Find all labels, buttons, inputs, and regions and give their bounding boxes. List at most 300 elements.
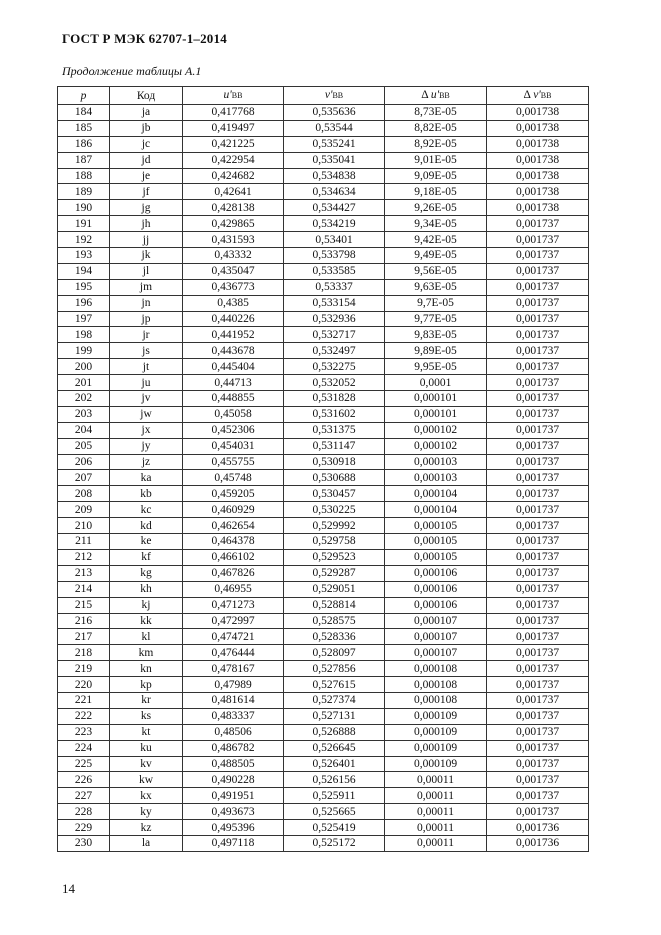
cell-delta-v-bb: 0,001737	[487, 216, 589, 232]
cell-code: kr	[110, 692, 183, 708]
cell-code: jk	[110, 248, 183, 264]
cell-p: 227	[58, 788, 110, 804]
cell-code: jm	[110, 279, 183, 295]
cell-delta-v-bb: 0,001738	[487, 136, 589, 152]
cell-u-bb: 0,490228	[183, 772, 284, 788]
cell-v-bb: 0,526156	[284, 772, 385, 788]
cell-p: 184	[58, 105, 110, 121]
cell-delta-v-bb: 0,001737	[487, 565, 589, 581]
cell-p: 189	[58, 184, 110, 200]
cell-v-bb: 0,533798	[284, 248, 385, 264]
cell-p: 204	[58, 422, 110, 438]
cell-delta-v-bb: 0,001738	[487, 105, 589, 121]
cell-v-bb: 0,525665	[284, 804, 385, 820]
cell-delta-u-bb: 0,000105	[385, 534, 487, 550]
cell-v-bb: 0,531147	[284, 438, 385, 454]
cell-delta-u-bb: 0,000109	[385, 756, 487, 772]
table-row	[58, 518, 589, 534]
cell-u-bb: 0,46955	[183, 581, 284, 597]
table-row	[58, 200, 589, 216]
cell-delta-u-bb: 0,00011	[385, 772, 487, 788]
cell-p: 186	[58, 136, 110, 152]
cell-u-bb: 0,478167	[183, 661, 284, 677]
cell-v-bb: 0,534838	[284, 168, 385, 184]
table-row	[58, 136, 589, 152]
cell-delta-v-bb: 0,001737	[487, 597, 589, 613]
cell-delta-u-bb: 0,000108	[385, 677, 487, 693]
cell-v-bb: 0,525419	[284, 820, 385, 836]
cell-v-bb: 0,532497	[284, 343, 385, 359]
cell-delta-v-bb: 0,001737	[487, 740, 589, 756]
cell-delta-v-bb: 0,001737	[487, 375, 589, 391]
cell-v-bb: 0,534634	[284, 184, 385, 200]
cell-code: jc	[110, 136, 183, 152]
cell-u-bb: 0,481614	[183, 692, 284, 708]
cell-p: 207	[58, 470, 110, 486]
cell-delta-u-bb: 0,000106	[385, 597, 487, 613]
column-header-delta-v-bb: Δ v'BB	[487, 87, 589, 105]
cell-p: 225	[58, 756, 110, 772]
cell-v-bb: 0,529992	[284, 518, 385, 534]
cell-code: js	[110, 343, 183, 359]
cell-delta-u-bb: 9,01E-05	[385, 152, 487, 168]
table-row	[58, 740, 589, 756]
cell-delta-v-bb: 0,001738	[487, 168, 589, 184]
cell-p: 187	[58, 152, 110, 168]
cell-delta-u-bb: 0,000104	[385, 502, 487, 518]
cell-p: 198	[58, 327, 110, 343]
table-row	[58, 105, 589, 121]
cell-u-bb: 0,476444	[183, 645, 284, 661]
cell-p: 200	[58, 359, 110, 375]
table-row	[58, 343, 589, 359]
cell-v-bb: 0,533585	[284, 263, 385, 279]
cell-u-bb: 0,47989	[183, 677, 284, 693]
cell-code: jn	[110, 295, 183, 311]
cell-delta-v-bb: 0,001737	[487, 613, 589, 629]
cell-code: jz	[110, 454, 183, 470]
cell-u-bb: 0,460929	[183, 502, 284, 518]
cell-delta-v-bb: 0,001737	[487, 470, 589, 486]
cell-delta-u-bb: 9,63E-05	[385, 279, 487, 295]
cell-v-bb: 0,53544	[284, 120, 385, 136]
cell-delta-v-bb: 0,001737	[487, 629, 589, 645]
cell-delta-u-bb: 9,56E-05	[385, 263, 487, 279]
cell-v-bb: 0,53401	[284, 232, 385, 248]
table-row	[58, 756, 589, 772]
cell-code: kb	[110, 486, 183, 502]
cell-code: kd	[110, 518, 183, 534]
cell-delta-u-bb: 9,34E-05	[385, 216, 487, 232]
table-row	[58, 692, 589, 708]
cell-delta-v-bb: 0,001738	[487, 200, 589, 216]
cell-v-bb: 0,525911	[284, 788, 385, 804]
cell-delta-u-bb: 0,000102	[385, 438, 487, 454]
cell-p: 196	[58, 295, 110, 311]
cell-v-bb: 0,535041	[284, 152, 385, 168]
cell-p: 229	[58, 820, 110, 836]
cell-u-bb: 0,448855	[183, 391, 284, 407]
cell-delta-v-bb: 0,001737	[487, 248, 589, 264]
cell-u-bb: 0,486782	[183, 740, 284, 756]
cell-p: 226	[58, 772, 110, 788]
cell-u-bb: 0,493673	[183, 804, 284, 820]
table-row	[58, 772, 589, 788]
cell-p: 214	[58, 581, 110, 597]
table-row	[58, 804, 589, 820]
cell-v-bb: 0,527374	[284, 692, 385, 708]
cell-delta-u-bb: 0,00011	[385, 820, 487, 836]
cell-delta-v-bb: 0,001737	[487, 279, 589, 295]
cell-delta-u-bb: 9,09E-05	[385, 168, 487, 184]
cell-v-bb: 0,527615	[284, 677, 385, 693]
cell-delta-v-bb: 0,001737	[487, 772, 589, 788]
table-row	[58, 438, 589, 454]
cell-code: km	[110, 645, 183, 661]
cell-u-bb: 0,441952	[183, 327, 284, 343]
cell-code: kg	[110, 565, 183, 581]
cell-v-bb: 0,530688	[284, 470, 385, 486]
table-row	[58, 502, 589, 518]
cell-delta-v-bb: 0,001737	[487, 406, 589, 422]
table-row	[58, 677, 589, 693]
cell-delta-v-bb: 0,001737	[487, 724, 589, 740]
table-row	[58, 168, 589, 184]
cell-code: kn	[110, 661, 183, 677]
cell-code: kp	[110, 677, 183, 693]
cell-code: kt	[110, 724, 183, 740]
cell-code: kx	[110, 788, 183, 804]
table-row	[58, 629, 589, 645]
cell-p: 211	[58, 534, 110, 550]
table-row	[58, 534, 589, 550]
table-row	[58, 613, 589, 629]
cell-u-bb: 0,474721	[183, 629, 284, 645]
table-row	[58, 279, 589, 295]
cell-code: kv	[110, 756, 183, 772]
cell-p: 192	[58, 232, 110, 248]
cell-v-bb: 0,528814	[284, 597, 385, 613]
cell-p: 185	[58, 120, 110, 136]
cell-delta-u-bb: 0,000102	[385, 422, 487, 438]
cell-u-bb: 0,495396	[183, 820, 284, 836]
cell-delta-v-bb: 0,001737	[487, 343, 589, 359]
cell-code: ky	[110, 804, 183, 820]
cell-code: jw	[110, 406, 183, 422]
cell-u-bb: 0,45748	[183, 470, 284, 486]
cell-delta-v-bb: 0,001737	[487, 311, 589, 327]
cell-p: 228	[58, 804, 110, 820]
table-row	[58, 470, 589, 486]
cell-code: ks	[110, 708, 183, 724]
cell-v-bb: 0,528097	[284, 645, 385, 661]
table-row	[58, 820, 589, 836]
table-caption: Продолжение таблицы А.1	[62, 64, 202, 78]
cell-u-bb: 0,436773	[183, 279, 284, 295]
cell-v-bb: 0,530918	[284, 454, 385, 470]
cell-p: 221	[58, 692, 110, 708]
cell-u-bb: 0,466102	[183, 549, 284, 565]
cell-u-bb: 0,454031	[183, 438, 284, 454]
cell-v-bb: 0,535636	[284, 105, 385, 121]
cell-v-bb: 0,528336	[284, 629, 385, 645]
cell-code: je	[110, 168, 183, 184]
table-row	[58, 835, 589, 851]
cell-delta-u-bb: 0,000109	[385, 724, 487, 740]
cell-v-bb: 0,530457	[284, 486, 385, 502]
cell-v-bb: 0,529758	[284, 534, 385, 550]
cell-u-bb: 0,48506	[183, 724, 284, 740]
cell-delta-u-bb: 9,83E-05	[385, 327, 487, 343]
cell-delta-u-bb: 9,95E-05	[385, 359, 487, 375]
cell-u-bb: 0,428138	[183, 200, 284, 216]
cell-p: 208	[58, 486, 110, 502]
cell-v-bb: 0,532936	[284, 311, 385, 327]
table-body	[58, 105, 589, 852]
cell-u-bb: 0,467826	[183, 565, 284, 581]
cell-p: 215	[58, 597, 110, 613]
cell-delta-v-bb: 0,001737	[487, 804, 589, 820]
cell-v-bb: 0,527856	[284, 661, 385, 677]
cell-code: jr	[110, 327, 183, 343]
cell-u-bb: 0,462654	[183, 518, 284, 534]
page-number: 14	[62, 881, 75, 896]
table-row	[58, 375, 589, 391]
table-row	[58, 232, 589, 248]
cell-u-bb: 0,491951	[183, 788, 284, 804]
cell-delta-v-bb: 0,001737	[487, 534, 589, 550]
cell-v-bb: 0,532717	[284, 327, 385, 343]
cell-delta-v-bb: 0,001737	[487, 359, 589, 375]
cell-p: 210	[58, 518, 110, 534]
cell-p: 217	[58, 629, 110, 645]
cell-code: kw	[110, 772, 183, 788]
cell-code: jy	[110, 438, 183, 454]
cell-delta-u-bb: 9,18E-05	[385, 184, 487, 200]
cell-delta-u-bb: 0,000103	[385, 454, 487, 470]
cell-u-bb: 0,443678	[183, 343, 284, 359]
cell-p: 213	[58, 565, 110, 581]
cell-p: 206	[58, 454, 110, 470]
cell-delta-v-bb: 0,001737	[487, 518, 589, 534]
cell-code: jg	[110, 200, 183, 216]
cell-delta-v-bb: 0,001737	[487, 788, 589, 804]
cell-delta-v-bb: 0,001737	[487, 454, 589, 470]
cell-v-bb: 0,532275	[284, 359, 385, 375]
cell-delta-v-bb: 0,001737	[487, 422, 589, 438]
cell-delta-u-bb: 0,00011	[385, 788, 487, 804]
cell-v-bb: 0,530225	[284, 502, 385, 518]
data-table	[57, 86, 589, 852]
cell-u-bb: 0,44713	[183, 375, 284, 391]
cell-code: jh	[110, 216, 183, 232]
cell-u-bb: 0,464378	[183, 534, 284, 550]
cell-delta-u-bb: 9,42E-05	[385, 232, 487, 248]
cell-v-bb: 0,528575	[284, 613, 385, 629]
cell-delta-v-bb: 0,001737	[487, 438, 589, 454]
cell-u-bb: 0,452306	[183, 422, 284, 438]
cell-u-bb: 0,488505	[183, 756, 284, 772]
column-header-p: p	[58, 87, 110, 105]
table-row	[58, 565, 589, 581]
cell-code: kh	[110, 581, 183, 597]
cell-code: kj	[110, 597, 183, 613]
column-header-code: Код	[110, 87, 183, 105]
cell-delta-v-bb: 0,001737	[487, 645, 589, 661]
cell-u-bb: 0,419497	[183, 120, 284, 136]
cell-delta-u-bb: 0,000101	[385, 391, 487, 407]
cell-delta-v-bb: 0,001737	[487, 295, 589, 311]
table-row	[58, 454, 589, 470]
cell-code: jp	[110, 311, 183, 327]
cell-p: 195	[58, 279, 110, 295]
table-row	[58, 549, 589, 565]
cell-v-bb: 0,534427	[284, 200, 385, 216]
document-header: ГОСТ Р МЭК 62707-1–2014	[62, 31, 227, 46]
table-row	[58, 422, 589, 438]
cell-v-bb: 0,534219	[284, 216, 385, 232]
cell-u-bb: 0,429865	[183, 216, 284, 232]
cell-v-bb: 0,532052	[284, 375, 385, 391]
cell-delta-u-bb: 0,0001	[385, 375, 487, 391]
table-row	[58, 661, 589, 677]
cell-delta-v-bb: 0,001737	[487, 661, 589, 677]
cell-delta-v-bb: 0,001737	[487, 391, 589, 407]
column-header-u-bb: u'BB	[183, 87, 284, 105]
cell-v-bb: 0,525172	[284, 835, 385, 851]
cell-v-bb: 0,526888	[284, 724, 385, 740]
cell-u-bb: 0,472997	[183, 613, 284, 629]
cell-delta-u-bb: 0,000107	[385, 645, 487, 661]
cell-delta-v-bb: 0,001737	[487, 263, 589, 279]
cell-v-bb: 0,529287	[284, 565, 385, 581]
cell-delta-u-bb: 0,000106	[385, 565, 487, 581]
table-header-row	[58, 87, 589, 105]
cell-u-bb: 0,445404	[183, 359, 284, 375]
table-row	[58, 406, 589, 422]
cell-p: 194	[58, 263, 110, 279]
cell-code: jx	[110, 422, 183, 438]
cell-delta-v-bb: 0,001736	[487, 835, 589, 851]
cell-p: 188	[58, 168, 110, 184]
cell-code: la	[110, 835, 183, 851]
cell-v-bb: 0,533154	[284, 295, 385, 311]
cell-delta-v-bb: 0,001737	[487, 549, 589, 565]
cell-p: 201	[58, 375, 110, 391]
cell-p: 218	[58, 645, 110, 661]
cell-v-bb: 0,527131	[284, 708, 385, 724]
cell-u-bb: 0,440226	[183, 311, 284, 327]
cell-code: jb	[110, 120, 183, 136]
cell-p: 222	[58, 708, 110, 724]
cell-delta-v-bb: 0,001738	[487, 184, 589, 200]
cell-v-bb: 0,529523	[284, 549, 385, 565]
cell-p: 219	[58, 661, 110, 677]
cell-delta-v-bb: 0,001738	[487, 152, 589, 168]
cell-code: jd	[110, 152, 183, 168]
cell-v-bb: 0,531375	[284, 422, 385, 438]
cell-delta-v-bb: 0,001737	[487, 677, 589, 693]
cell-code: ka	[110, 470, 183, 486]
cell-u-bb: 0,497118	[183, 835, 284, 851]
cell-code: ja	[110, 105, 183, 121]
cell-u-bb: 0,45058	[183, 406, 284, 422]
cell-v-bb: 0,53337	[284, 279, 385, 295]
cell-code: kc	[110, 502, 183, 518]
cell-delta-u-bb: 0,000106	[385, 581, 487, 597]
cell-delta-u-bb: 0,000105	[385, 518, 487, 534]
cell-u-bb: 0,483337	[183, 708, 284, 724]
cell-delta-u-bb: 0,000103	[385, 470, 487, 486]
cell-delta-u-bb: 0,000107	[385, 613, 487, 629]
cell-code: kf	[110, 549, 183, 565]
cell-u-bb: 0,459205	[183, 486, 284, 502]
cell-delta-u-bb: 8,73E-05	[385, 105, 487, 121]
cell-v-bb: 0,535241	[284, 136, 385, 152]
cell-delta-u-bb: 0,000108	[385, 661, 487, 677]
table-row	[58, 597, 589, 613]
cell-u-bb: 0,4385	[183, 295, 284, 311]
cell-p: 193	[58, 248, 110, 264]
cell-u-bb: 0,424682	[183, 168, 284, 184]
table-row	[58, 391, 589, 407]
cell-p: 199	[58, 343, 110, 359]
cell-v-bb: 0,531828	[284, 391, 385, 407]
cell-p: 230	[58, 835, 110, 851]
table-row	[58, 311, 589, 327]
cell-delta-u-bb: 0,00011	[385, 804, 487, 820]
cell-code: kk	[110, 613, 183, 629]
table-row	[58, 295, 589, 311]
table-row	[58, 788, 589, 804]
table-row	[58, 216, 589, 232]
cell-delta-v-bb: 0,001736	[487, 820, 589, 836]
cell-u-bb: 0,42641	[183, 184, 284, 200]
cell-code: ju	[110, 375, 183, 391]
cell-u-bb: 0,455755	[183, 454, 284, 470]
cell-delta-v-bb: 0,001737	[487, 692, 589, 708]
table-row	[58, 708, 589, 724]
column-header-delta-u-bb: Δ u'BB	[385, 87, 487, 105]
table-row	[58, 152, 589, 168]
cell-delta-u-bb: 0,000101	[385, 406, 487, 422]
table-row	[58, 327, 589, 343]
cell-p: 190	[58, 200, 110, 216]
cell-v-bb: 0,531602	[284, 406, 385, 422]
cell-delta-v-bb: 0,001737	[487, 486, 589, 502]
cell-code: kl	[110, 629, 183, 645]
cell-delta-u-bb: 0,000104	[385, 486, 487, 502]
cell-code: jj	[110, 232, 183, 248]
cell-delta-v-bb: 0,001737	[487, 502, 589, 518]
cell-delta-u-bb: 8,82E-05	[385, 120, 487, 136]
cell-p: 212	[58, 549, 110, 565]
cell-p: 216	[58, 613, 110, 629]
cell-code: ku	[110, 740, 183, 756]
cell-delta-u-bb: 9,49E-05	[385, 248, 487, 264]
cell-u-bb: 0,421225	[183, 136, 284, 152]
cell-u-bb: 0,435047	[183, 263, 284, 279]
cell-p: 197	[58, 311, 110, 327]
cell-u-bb: 0,422954	[183, 152, 284, 168]
cell-p: 202	[58, 391, 110, 407]
cell-delta-u-bb: 0,000109	[385, 708, 487, 724]
cell-v-bb: 0,529051	[284, 581, 385, 597]
table-row	[58, 359, 589, 375]
cell-u-bb: 0,417768	[183, 105, 284, 121]
cell-u-bb: 0,43332	[183, 248, 284, 264]
cell-code: ke	[110, 534, 183, 550]
